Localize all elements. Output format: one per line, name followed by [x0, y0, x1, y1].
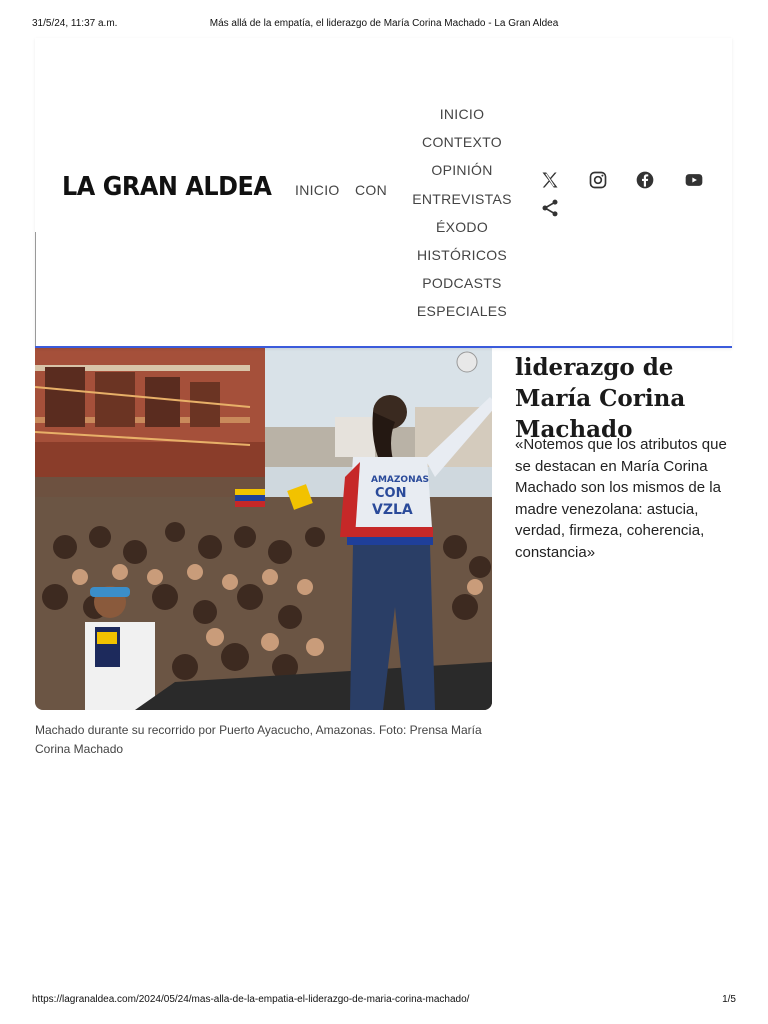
nav-menu: [407, 104, 517, 330]
site-logo[interactable]: LA GRAN ALDEA: [62, 172, 272, 202]
nav-inline-inicio[interactable]: INICIO: [295, 182, 340, 198]
header-divider: [35, 232, 36, 346]
print-datetime: 31/5/24, 11:37 a.m.: [32, 18, 118, 29]
nav-item-inicio[interactable]: INICIO: [439, 106, 485, 122]
nav-item-opinion[interactable]: OPINIÓN: [431, 162, 493, 179]
youtube-icon[interactable]: [683, 169, 705, 191]
print-page-number: 1/5: [722, 994, 736, 1005]
article-lead: «Notemos que los atributos que se destacan en María Corina Machado son los mismos de la madre venezolana: astucia, verdad, firmeza, coherencia, constancia»: [515, 436, 727, 561]
print-footer: [0, 994, 768, 1008]
facebook-icon[interactable]: [634, 169, 656, 191]
article-photo: [35, 347, 492, 710]
nav-item-historicos[interactable]: HISTÓRICOS: [416, 246, 508, 263]
nav-inline-contexto[interactable]: CON: [355, 182, 388, 198]
share-icon[interactable]: [539, 197, 561, 219]
photo-caption: Machado durante su recorrido por Puerto Ayacucho, Amazonas. Foto: Prensa María Corina Machado: [35, 723, 482, 756]
print-header: [0, 18, 768, 32]
svg-text:AMAZONAS: AMAZONAS: [371, 475, 430, 485]
print-url: https://lagranaldea.com/2024/05/24/mas-alla-de-la-empatia-el-liderazgo-de-maria-corina-machado/: [32, 994, 470, 1005]
svg-text:CON: CON: [375, 486, 407, 501]
print-page-title: Más allá de la empatía, el liderazgo de María Corina Machado - La Gran Aldea: [209, 18, 559, 29]
site-header: [35, 38, 732, 348]
nav-item-podcasts[interactable]: PODCASTS: [422, 275, 502, 292]
nav-item-especiales[interactable]: ESPECIALES: [416, 303, 508, 320]
svg-text:VZLA: VZLA: [372, 502, 413, 518]
article-headline: liderazgo de María Corina Machado: [515, 354, 686, 443]
instagram-icon[interactable]: [587, 169, 609, 191]
nav-item-entrevistas[interactable]: ENTREVISTAS: [412, 190, 512, 207]
nav-item-exodo[interactable]: ÉXODO: [435, 218, 489, 235]
nav-item-contexto[interactable]: CONTEXTO: [422, 134, 502, 151]
x-icon[interactable]: [539, 169, 561, 191]
